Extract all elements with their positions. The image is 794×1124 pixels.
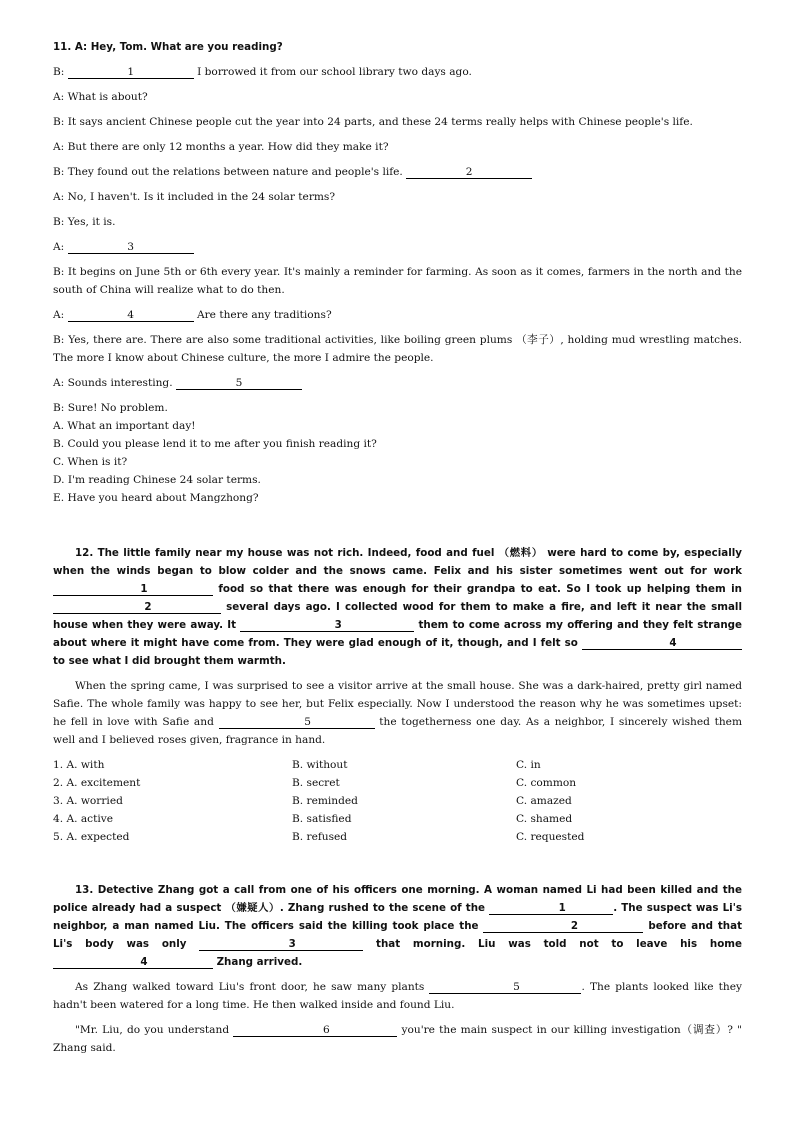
q12-opt-1b[interactable]: B. without [292,759,348,771]
q11-option-a: A. What an important day! [53,420,196,432]
q12-opt-5a[interactable]: 5. A. expected [53,831,130,843]
q11-blank-3[interactable]: 3 [68,241,194,254]
q11-line-8: A: 3 [53,238,742,256]
q12-paragraph-1: 12. The little family near my house was not rich. Indeed, food and fuel （燃料） were hard to come by, especially when the winds began to blow colder and the snows came. Felix and his sister sometimes went out for work 1 food so that there was enough for their grandpa to eat. So I took up helping them in 2 several days ago. I collected wood for them to make a fire, and left it near the small house when they were away. It 3 them to come across my offering and they felt strange about where it might have come from. They were glad enough of it, though, and I felt so 4 to see what I did brought them warmth. [53,547,742,667]
q12-opt-2c[interactable]: C. common [516,777,577,789]
q12-blank-3[interactable]: 3 [240,619,414,632]
q12-opt-4a[interactable]: 4. A. active [53,813,114,825]
q11-line-2: A: What is about? [53,91,148,103]
q12-options [53,756,742,846]
q12-opt-2b[interactable]: B. secret [292,777,340,789]
q11-blank-2[interactable]: 2 [406,166,532,179]
q11-blank-4[interactable]: 4 [68,309,194,322]
q13-blank-1[interactable]: 1 [489,902,613,915]
q12-opt-3a[interactable]: 3. A. worried [53,795,123,807]
q11-option-c: C. When is it? [53,456,128,468]
q13-paragraph-1: 13. Detective Zhang got a call from one of his officers one morning. A woman named Li had been killed and the police already had a suspect （嫌疑人）. Zhang rushed to the scene of the 1 . The suspect was Li's neighbor, a man named Liu. The officers said the killing took place the 2 before and that Li's body was only 3 that morning. Liu was told not to leave his home 4 Zhang arrived. [53,884,743,968]
q11-line-5: B: They found out the relations between nature and people's life. 2 [53,163,742,181]
q12-opt-2a[interactable]: 2. A. excitement [53,777,141,789]
q13-blank-3[interactable]: 3 [199,938,363,951]
q11-line-1: B: 1 I borrowed it from our school library two days ago. [53,66,472,78]
q11-line-7: B: Yes, it is. [53,216,116,228]
q11-option-d: D. I'm reading Chinese 24 solar terms. [53,474,261,486]
q13-blank-2[interactable]: 2 [483,920,643,933]
q11-line-11: B: Yes, there are. There are also some traditional activities, like boiling green plums （李子）, holding mud wrestling matches. The more I know about Chinese culture, the more I admire the people. [53,334,742,364]
q11-blank-1[interactable]: 1 [68,66,194,79]
q12-opt-4b[interactable]: B. satisfied [292,813,352,825]
q11-line-10: A: 4 Are there any traditions? [53,309,332,321]
worksheet-page [53,38,742,1057]
q13-blank-4[interactable]: 4 [53,956,213,969]
q13-blank-5[interactable]: 5 [429,981,581,994]
q13-blank-6[interactable]: 6 [233,1024,397,1037]
q13-paragraph-3: "Mr. Liu, do you understand 6 you're the main suspect in our killing investigation（调查）? " Zhang said. [53,1024,742,1054]
q11-line-6: A: No, I haven't. Is it included in the 24 solar terms? [53,191,336,203]
q11-title: 11. A: Hey, Tom. What are you reading? [53,41,283,53]
q12-blank-2[interactable]: 2 [53,601,221,614]
q12-opt-5c[interactable]: C. requested [516,831,585,843]
q11-option-b: B. Could you please lend it to me after you finish reading it? [53,438,377,450]
q12-opt-4c[interactable]: C. shamed [516,813,573,825]
q11-line-12: A: Sounds interesting. 5 [53,374,742,392]
q11-option-e: E. Have you heard about Mangzhong? [53,492,259,504]
q12-opt-1a[interactable]: 1. A. with [53,759,105,771]
q12-opt-3c[interactable]: C. amazed [516,795,572,807]
q12-opt-1c[interactable]: C. in [516,759,541,771]
q13-paragraph-2: As Zhang walked toward Liu's front door, he saw many plants 5 . The plants looked like they hadn't been watered for a long time. He then walked inside and found Liu. [53,981,742,1011]
q12-opt-5b[interactable]: B. refused [292,831,348,843]
q11-blank-5[interactable]: 5 [176,377,302,390]
q11-line-3: B: It says ancient Chinese people cut the year into 24 parts, and these 24 terms really helps with Chinese people's life. [53,116,693,128]
q12-blank-4[interactable]: 4 [582,637,742,650]
q11-line-13: B: Sure! No problem. [53,402,168,414]
q11-line-9: B: It begins on June 5th or 6th every year. It's mainly a reminder for farming. As soon as it comes, farmers in the north and the south of China will realize what to do then. [53,266,742,296]
q11-line-4: A: But there are only 12 months a year. How did they make it? [53,141,389,153]
q12-opt-3b[interactable]: B. reminded [292,795,358,807]
q12-blank-5[interactable]: 5 [219,716,375,729]
q12-paragraph-2: When the spring came, I was surprised to see a visitor arrive at the small house. She was a dark-haired, pretty girl named Safie. The whole family was happy to see her, but Felix especially. Now I understood the reason why he was sometimes upset: he fell in love with Safie and 5 the togetherness one day. As a neighbor, I sincerely wished them well and I believed roses given, fragrance in hand. [53,680,742,746]
q12-blank-1[interactable]: 1 [53,583,213,596]
